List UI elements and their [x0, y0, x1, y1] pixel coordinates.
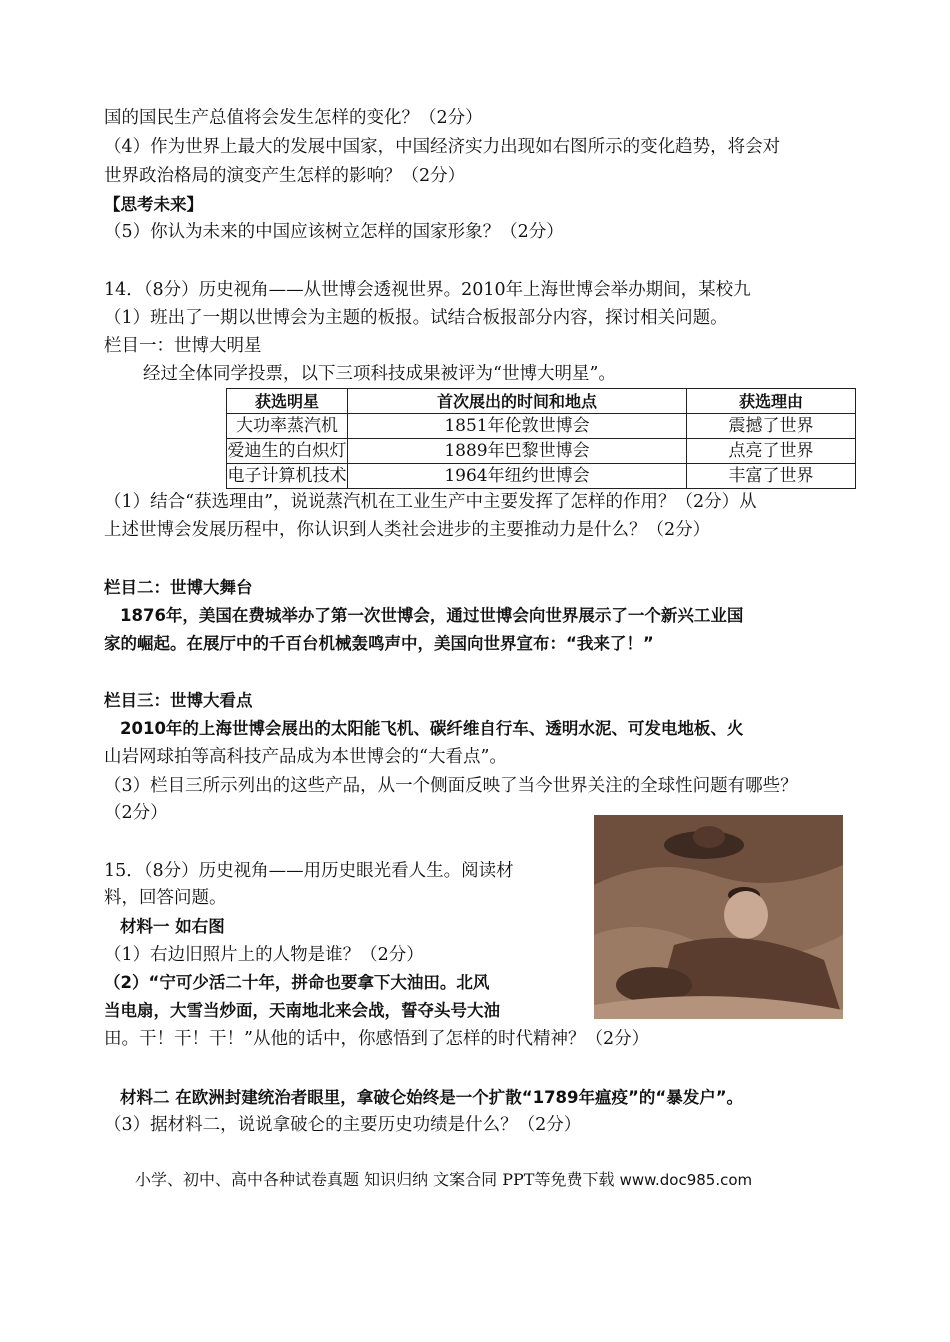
table-header-cell: 首次展出的时间和地点 — [348, 389, 687, 414]
table-row — [227, 414, 856, 439]
text-line: 料，回答问题。 — [104, 888, 227, 908]
question-14: 14．（8分）历史视角——从世博会透视世界。2010年上海世博会举办期间，某校九 — [104, 280, 751, 300]
text-line: （1）班出了一期以世博会为主题的板报。试结合板报部分内容，探讨相关问题。 — [104, 308, 728, 328]
table-cell: 1964年纽约世博会 — [348, 464, 687, 489]
historical-photo — [594, 815, 843, 1019]
table-cell: 点亮了世界 — [687, 439, 856, 464]
footer-text: 小学、初中、高中各种试卷真题 知识归纳 文案合同 PPT等免费下载 — [135, 1170, 615, 1189]
table-header-cell: 获选理由 — [687, 389, 856, 414]
material-one-label: 材料一 如右图 — [120, 917, 225, 936]
table-cell: 震撼了世界 — [687, 414, 856, 439]
expo-stars-table — [226, 388, 856, 489]
table-cell: 1889年巴黎世博会 — [348, 439, 687, 464]
text-line: （3）据材料二，说说拿破仑的主要历史功绩是什么？（2分） — [104, 1115, 582, 1135]
text-line: 经过全体同学投票，以下三项科技成果被评为“世博大明星”。 — [143, 364, 616, 384]
column-one-heading: 栏目一：世博大明星 — [104, 336, 262, 356]
question-5: （5）你认为未来的中国应该树立怎样的国家形象？（2分） — [104, 222, 564, 242]
question-15: 15．（8分）历史视角——用历史眼光看人生。阅读材 — [104, 861, 514, 881]
table-cell: 大功率蒸汽机 — [227, 414, 348, 439]
material-two-text: 材料二 在欧洲封建统治者眼里，拿破仑始终是一个扩散“1789年瘟疫”的“暴发户”。 — [120, 1088, 744, 1107]
column-two-heading: 栏目二：世博大舞台 — [104, 578, 253, 597]
text-line: 山岩网球拍等高科技产品成为本世博会的“大看点”。 — [104, 747, 507, 767]
text-line: （2）“宁可少活二十年，拼命也要拿下大油田。北风 — [104, 973, 490, 992]
table-header-cell: 获选明星 — [227, 389, 348, 414]
text-line: （1）结合“获选理由”，说说蒸汽机在工业生产中主要发挥了怎样的作用？（2分）从 — [104, 492, 757, 512]
text-line: 家的崛起。在展厅中的千百台机械轰鸣声中，美国向世界宣布：“我来了！” — [104, 634, 654, 653]
page-footer — [135, 1167, 752, 1190]
text-line: 1876年，美国在费城举办了第一次世博会，通过世博会向世界展示了一个新兴工业国 — [120, 606, 744, 625]
table-row — [227, 464, 856, 489]
text-line: 田。干！干！干！”从他的话中，你感悟到了怎样的时代精神？（2分） — [104, 1029, 650, 1049]
table-header-row — [227, 389, 856, 414]
text-line: （3）栏目三所示列出的这些产品，从一个侧面反映了当今世界关注的全球性问题有哪些？ — [104, 776, 798, 796]
text-line: （1）右边旧照片上的人物是谁？（2分） — [104, 945, 424, 965]
table-cell: 电子计算机技术 — [227, 464, 348, 489]
photo-illustration-icon — [594, 815, 843, 1019]
text-line: 国的国民生产总值将会发生怎样的变化？（2分） — [104, 108, 483, 128]
table-cell: 爱迪生的白炽灯 — [227, 439, 348, 464]
text-line: 当电扇，大雪当炒面，天南地北来会战，誓夺头号大油 — [104, 1001, 500, 1020]
text-line: （2分） — [104, 803, 168, 823]
table-cell: 1851年伦敦世博会 — [348, 414, 687, 439]
text-line: 2010年的上海世博会展出的太阳能飞机、碳纤维自行车、透明水泥、可发电地板、火 — [120, 719, 744, 738]
text-line: 上述世博会发展历程中，你认识到人类社会进步的主要推动力是什么？（2分） — [104, 520, 711, 540]
section-heading: 【思考未来】 — [104, 195, 203, 214]
table-row — [227, 439, 856, 464]
text-line: 世界政治格局的演变产生怎样的影响？（2分） — [104, 166, 466, 186]
table-cell: 丰富了世界 — [687, 464, 856, 489]
footer-link[interactable]: www.doc985.com — [619, 1171, 753, 1189]
column-three-heading: 栏目三：世博大看点 — [104, 691, 253, 710]
question-4: （4）作为世界上最大的发展中国家，中国经济实力出现如右图所示的变化趋势，将会对 — [104, 137, 781, 157]
